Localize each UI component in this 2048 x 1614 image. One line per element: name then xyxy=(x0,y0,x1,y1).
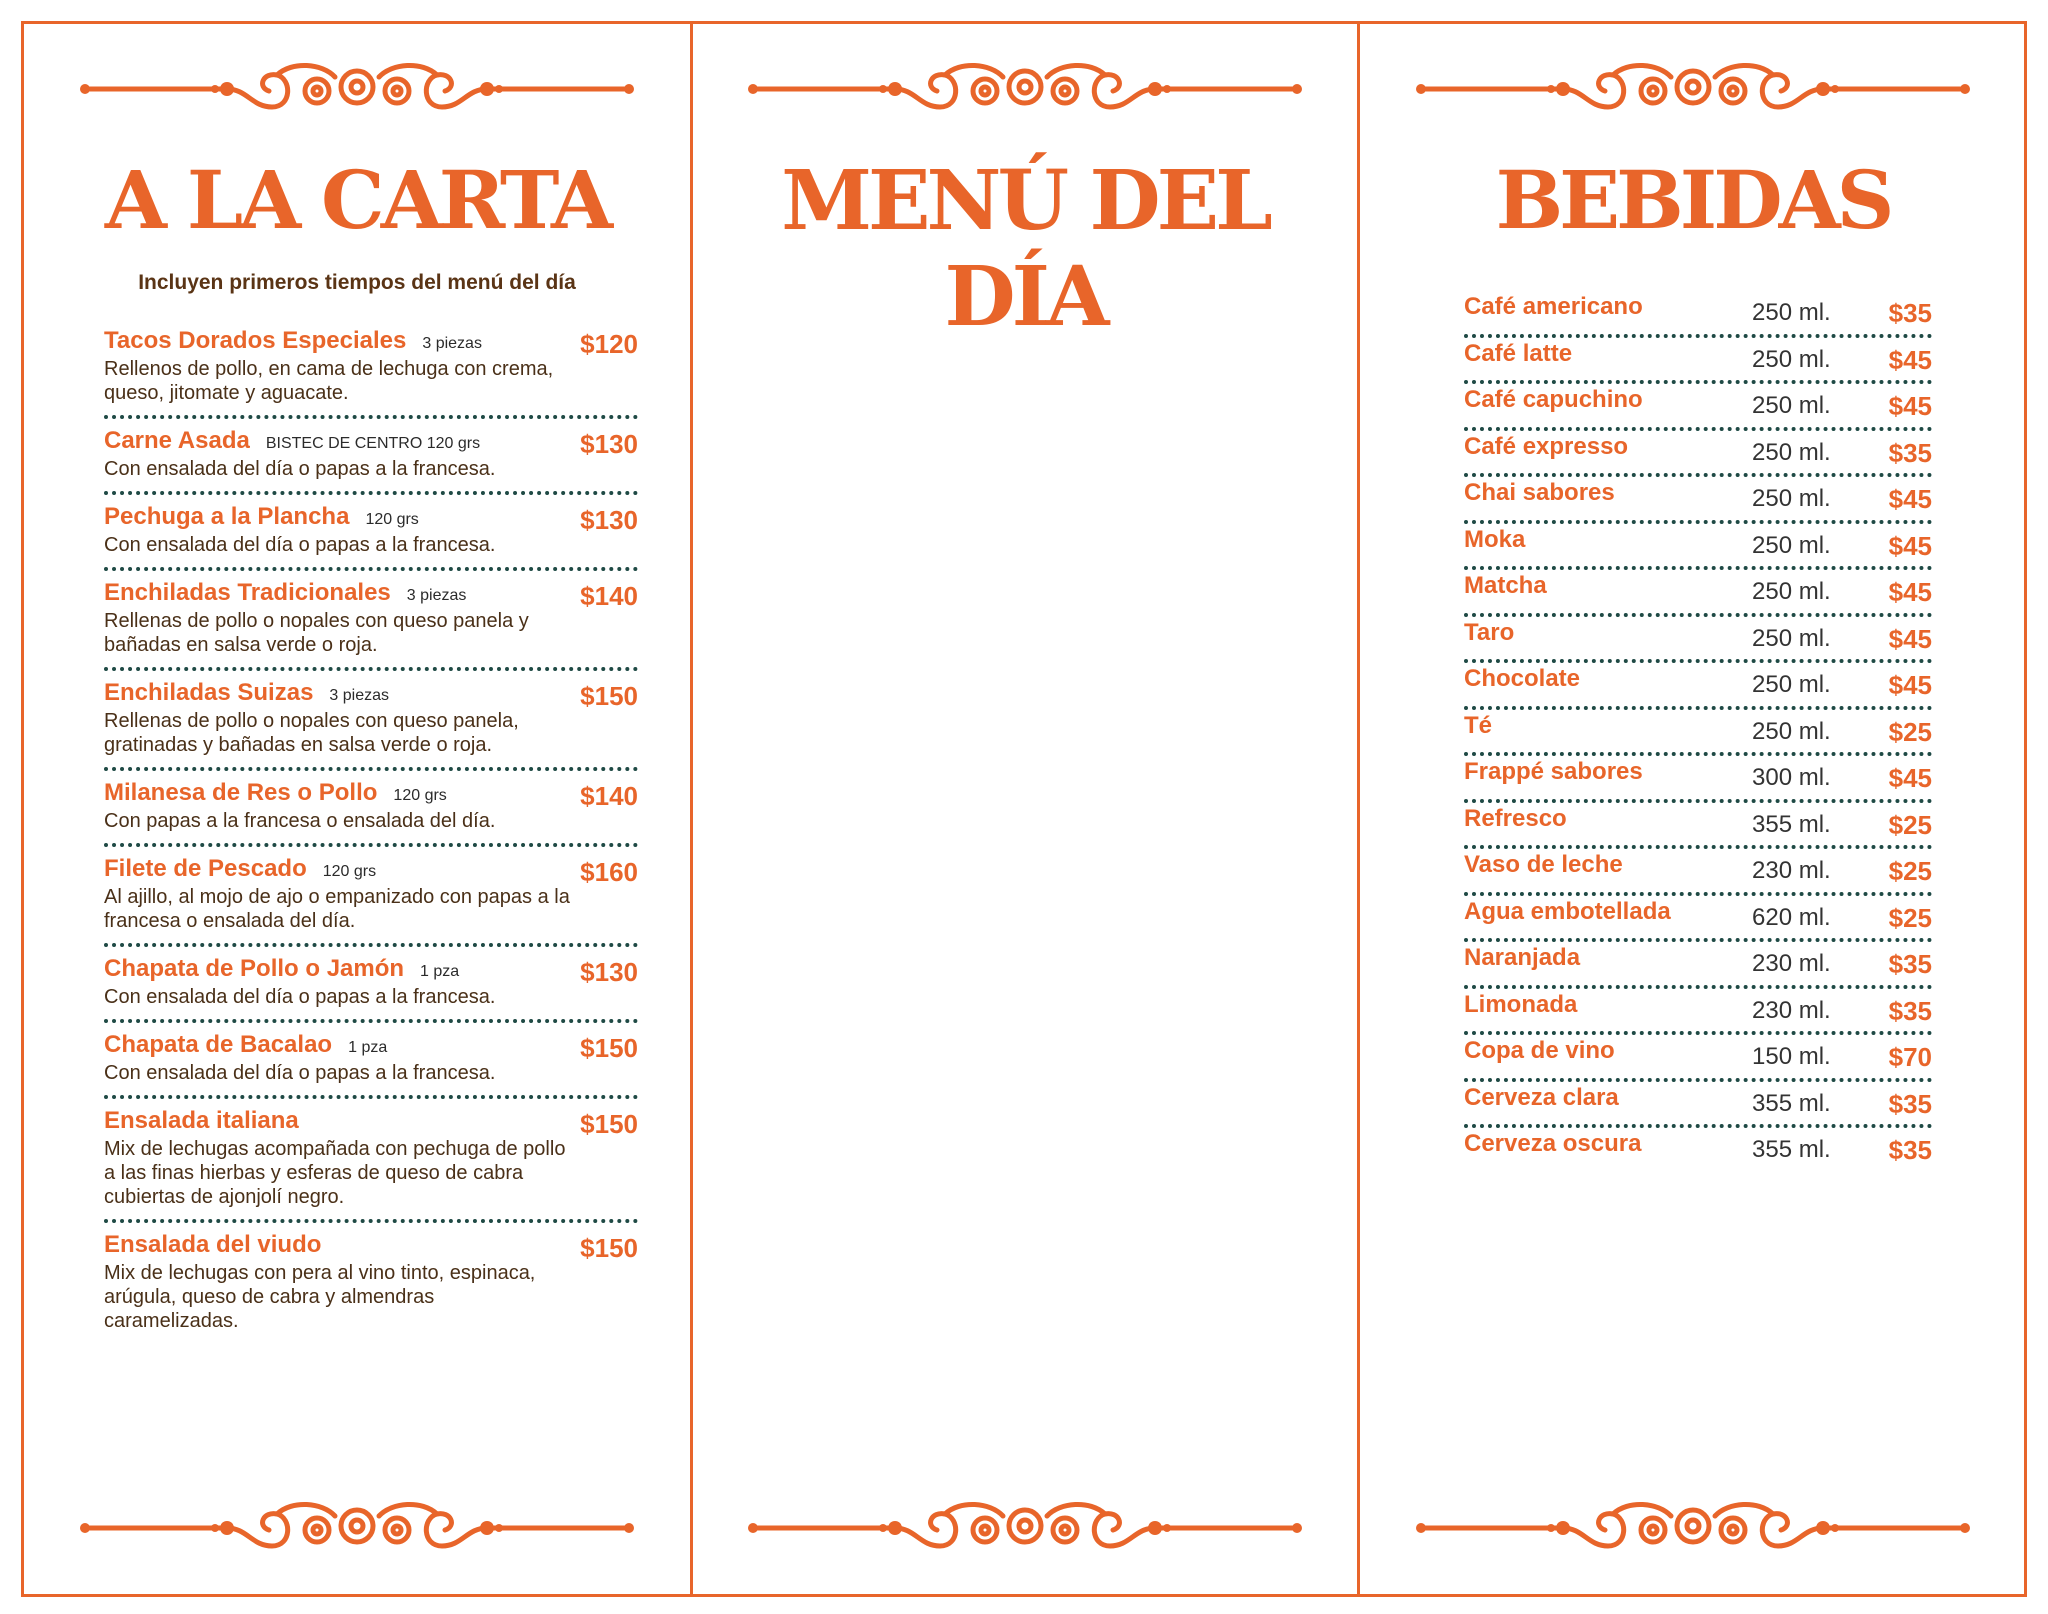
drink-size: 250 ml. xyxy=(1752,392,1831,419)
drink-row xyxy=(1464,1035,1932,1082)
drink-name: Café capuchino xyxy=(1464,386,1643,413)
drink-size: 355 ml. xyxy=(1752,1136,1831,1163)
menu-del-dia-panel xyxy=(693,21,1357,1597)
a-la-carta-title: A LA CARTA xyxy=(104,153,610,247)
drink-price: $45 xyxy=(1888,763,1932,793)
flourish-ornament-icon xyxy=(77,57,637,121)
drink-name: Cerveza oscura xyxy=(1464,1130,1642,1157)
drink-name: Café expresso xyxy=(1464,432,1629,460)
drink-price: $45 xyxy=(1888,670,1932,700)
menu-item-quantity: 120 grs xyxy=(322,863,377,880)
flourish-ornament-icon xyxy=(77,1496,637,1560)
menu-item-name: Carne Asada xyxy=(104,427,250,454)
drink-size: 250 ml. xyxy=(1752,438,1831,466)
drink-size: 620 ml. xyxy=(1752,903,1831,931)
drink-row xyxy=(1464,617,1932,664)
drink-price: $45 xyxy=(1888,484,1932,514)
menu-item-name: Ensalada italiana xyxy=(104,1107,299,1134)
drink-name: Té xyxy=(1464,711,1493,739)
menu-item-name: Pechuga a la Plancha xyxy=(104,503,350,530)
drink-row xyxy=(1464,1082,1932,1129)
drink-name: Naranjada xyxy=(1464,944,1581,971)
drink-row xyxy=(1464,710,1932,757)
menu-item-quantity: BISTEC DE CENTRO 120 grs xyxy=(265,435,481,452)
drink-price: $35 xyxy=(1888,995,1932,1026)
menu-item-price: $130 xyxy=(580,429,638,459)
menu-item-description: Mix de lechugas con pera al vino tinto, espinaca, arúgula, queso de cabra y almendras caramelizadas. xyxy=(104,1262,536,1332)
drink-row xyxy=(1464,849,1932,896)
flourish-ornament-icon xyxy=(1413,1496,1973,1560)
menu-item-quantity: 1 pza xyxy=(348,1039,388,1056)
drink-row xyxy=(1464,756,1932,803)
drink-size: 250 ml. xyxy=(1752,531,1831,559)
menu-item-price: $150 xyxy=(580,1033,638,1063)
drink-row xyxy=(1464,1128,1932,1175)
menu-item xyxy=(104,1031,638,1099)
drink-row xyxy=(1464,989,1932,1036)
menu-item-description: Con ensalada del día o papas a la francesa. xyxy=(104,458,496,480)
flourish-ornament-icon xyxy=(745,57,1305,121)
drink-size: 355 ml. xyxy=(1752,810,1831,838)
menu-item-quantity: 3 piezas xyxy=(406,587,467,604)
drink-price: $45 xyxy=(1888,344,1932,375)
drink-price: $25 xyxy=(1888,716,1932,747)
menu-item-name: Chapata de Bacalao xyxy=(104,1031,333,1058)
drink-name: Limonada xyxy=(1464,990,1578,1018)
drink-size: 230 ml. xyxy=(1752,996,1831,1024)
drink-size: 355 ml. xyxy=(1752,1089,1831,1117)
menu-item-price: $150 xyxy=(580,1233,638,1263)
drink-row xyxy=(1464,663,1932,710)
drink-price: $25 xyxy=(1888,902,1932,933)
menu-del-dia-title: MENÚ DEL DÍA xyxy=(781,153,1269,345)
drink-size: 250 ml. xyxy=(1752,345,1831,373)
menu-item-description: Con papas a la francesa o ensalada del día. xyxy=(104,810,496,832)
drink-name: Moka xyxy=(1464,525,1526,553)
drink-price: $45 xyxy=(1888,391,1932,421)
drink-name: Vaso de leche xyxy=(1464,851,1623,878)
drink-size: 250 ml. xyxy=(1752,624,1831,652)
menu-item-quantity: 120 grs xyxy=(365,511,419,528)
drink-row xyxy=(1464,477,1932,524)
drink-row xyxy=(1464,896,1932,943)
menu-item xyxy=(104,855,638,947)
menu-item-price: $130 xyxy=(580,957,638,987)
drink-price: $70 xyxy=(1888,1042,1932,1072)
menu-item xyxy=(104,327,638,419)
drink-row xyxy=(1464,942,1932,989)
drink-price: $35 xyxy=(1888,1088,1932,1119)
menu-item-price: $150 xyxy=(580,1109,638,1139)
menu-item-name: Milanesa de Res o Pollo xyxy=(104,779,378,806)
drink-price: $45 xyxy=(1888,530,1932,561)
drink-name: Frappé sabores xyxy=(1464,758,1643,785)
drink-size: 150 ml. xyxy=(1752,1043,1831,1070)
drink-name: Chai sabores xyxy=(1464,479,1615,506)
drink-row xyxy=(1464,338,1932,385)
menu-item-quantity: 120 grs xyxy=(393,787,447,804)
drink-size: 250 ml. xyxy=(1752,717,1831,745)
menu-item-description: Con ensalada del día o papas a la francesa. xyxy=(104,534,496,556)
menu-item xyxy=(104,579,638,671)
drink-size: 300 ml. xyxy=(1752,764,1831,791)
menu-item-name: Enchiladas Tradicionales xyxy=(104,579,391,606)
drink-price: $35 xyxy=(1888,949,1932,979)
drink-row xyxy=(1464,524,1932,571)
drink-name: Café americano xyxy=(1464,293,1643,320)
menu-item-name: Chapata de Pollo o Jamón xyxy=(104,955,405,982)
a-la-carta-subtitle: Incluyen primeros tiempos del menú del día xyxy=(138,271,576,294)
menu-item-quantity: 3 piezas xyxy=(329,687,390,704)
drink-price: $35 xyxy=(1888,437,1932,468)
drink-row xyxy=(1464,291,1932,338)
drink-size: 250 ml. xyxy=(1752,671,1831,698)
drink-row xyxy=(1464,384,1932,431)
menu-item xyxy=(104,503,638,571)
drink-price: $35 xyxy=(1888,1135,1932,1165)
menu-item xyxy=(104,1107,638,1223)
drink-size: 230 ml. xyxy=(1752,857,1831,884)
drink-price: $45 xyxy=(1888,623,1932,654)
drink-price: $45 xyxy=(1888,577,1932,607)
drink-name: Copa de vino xyxy=(1464,1037,1615,1064)
menu-item-name: Ensalada del viudo xyxy=(104,1231,322,1258)
menu-item-name: Tacos Dorados Especiales xyxy=(104,327,407,354)
drink-row xyxy=(1464,431,1932,478)
menu-item-price: $140 xyxy=(580,581,638,611)
bebidas-list xyxy=(1464,291,1932,1175)
menu-item-description: Mix de lechugas acompañada con pechuga de pollo a las finas hierbas y esferas de queso de cabra cubiertas de ajonjolí negro. xyxy=(104,1138,566,1208)
menu-item xyxy=(104,955,638,1023)
menu-item-name: Filete de Pescado xyxy=(104,855,307,882)
menu-item-quantity: 1 pza xyxy=(420,963,460,980)
a-la-carta-list xyxy=(104,327,638,1351)
menu-item-description: Rellenos de pollo, en cama de lechuga con crema, queso, jitomate y aguacate. xyxy=(104,358,554,404)
drink-price: $25 xyxy=(1888,856,1932,886)
drink-name: Agua embotellada xyxy=(1464,897,1671,925)
menu-item-description: Al ajillo, al mojo de ajo o empanizado con papas a la francesa o ensalada del día. xyxy=(104,886,570,932)
a-la-carta-panel xyxy=(24,21,690,1597)
bebidas-title: BEBIDAS xyxy=(1495,153,1891,247)
drink-name: Café latte xyxy=(1464,339,1573,367)
drink-row xyxy=(1464,803,1932,850)
drink-size: 250 ml. xyxy=(1752,578,1831,605)
drink-size: 230 ml. xyxy=(1752,950,1831,977)
drink-size: 250 ml. xyxy=(1752,299,1831,326)
menu-item xyxy=(104,427,638,495)
drink-price: $25 xyxy=(1888,809,1932,840)
bebidas-panel xyxy=(1360,21,2026,1597)
menu-item xyxy=(104,1231,638,1343)
menu-item-price: $150 xyxy=(580,681,638,711)
menu-item-description: Rellenas de pollo o nopales con queso panela y bañadas en salsa verde o roja. xyxy=(104,610,529,656)
drink-name: Taro xyxy=(1464,618,1515,646)
menu-item xyxy=(104,779,638,847)
menu-item-price: $130 xyxy=(580,505,638,535)
drink-size: 250 ml. xyxy=(1752,485,1831,512)
drink-row xyxy=(1464,570,1932,617)
drink-name: Refresco xyxy=(1464,804,1567,832)
flourish-ornament-icon xyxy=(745,1496,1305,1560)
menu-item-price: $140 xyxy=(580,781,638,811)
menu-item-description: Con ensalada del día o papas a la francesa. xyxy=(104,1062,496,1084)
menu-item-description: Con ensalada del día o papas a la francesa. xyxy=(104,986,496,1008)
menu-item-name: Enchiladas Suizas xyxy=(104,679,314,706)
drink-name: Cerveza clara xyxy=(1464,1083,1619,1111)
menu-item-price: $120 xyxy=(580,329,638,359)
menu-item xyxy=(104,679,638,771)
menu-item-quantity: 3 piezas xyxy=(422,335,482,352)
menu-item-description: Rellenas de pollo o nopales con queso panela, gratinadas y bañadas en salsa verde o roja. xyxy=(104,710,519,756)
drink-name: Matcha xyxy=(1464,572,1547,599)
flourish-ornament-icon xyxy=(1413,57,1973,121)
drink-name: Chocolate xyxy=(1464,665,1581,692)
drink-price: $35 xyxy=(1888,298,1932,328)
menu-item-price: $160 xyxy=(580,857,638,887)
